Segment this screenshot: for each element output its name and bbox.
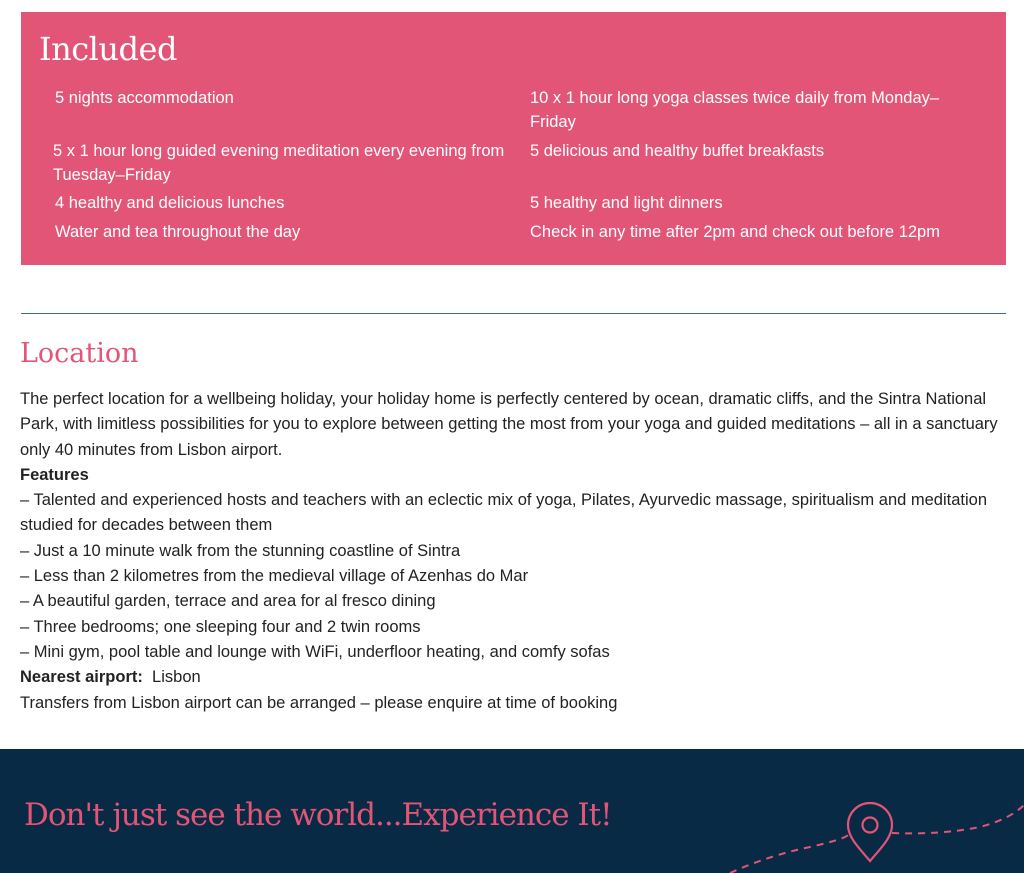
feature-item: – A beautiful garden, terrace and area for al fresco dining (20, 592, 436, 611)
transfers-note: Transfers from Lisbon airport can be arranged – please enquire at time of booking (20, 693, 618, 712)
included-item: Check in any time after 2pm and check out before 12pm (530, 223, 940, 241)
features-heading: Features (20, 465, 89, 484)
included-item: 5 delicious and healthy buffet breakfasts (530, 142, 825, 160)
feature-item: – Mini gym, pool table and lounge with WiFi, underfloor heating, and comfy sofas (20, 642, 610, 661)
included-item: 5 healthy and light dinners (530, 194, 723, 212)
airport-value: Lisbon (152, 668, 201, 687)
location-intro: The perfect location for a wellbeing holiday, your holiday home is perfectly centered by ocean, dramatic cliffs, and the Sintra National Park, with limitless possibilities for you to explore between getting the most from your yoga and guided meditations – all in a sanctuary only 40 minutes from Lisbon airport. (20, 390, 998, 459)
section-divider (21, 313, 1006, 314)
included-item: Water and tea throughout the day (55, 223, 301, 241)
included-section (21, 12, 1006, 265)
map-pin-icon (848, 803, 892, 861)
included-title: Included (39, 30, 177, 68)
feature-item: – Talented and experienced hosts and teachers with an eclectic mix of yoga, Pilates, Ayurvedic massage, spiritualism and meditation studied for decades between them (20, 491, 988, 535)
airport-label: Nearest airport: (20, 668, 143, 687)
location-body (20, 387, 1010, 716)
dashed-route-decoration (700, 789, 1024, 873)
nearest-airport (20, 665, 1010, 690)
included-item: 4 healthy and delicious lunches (55, 194, 285, 212)
included-item: 5 x 1 hour long guided evening meditation every evening from Tuesday–Friday (53, 142, 505, 184)
footer-banner (0, 749, 1024, 873)
feature-item: – Less than 2 kilometres from the medieval village of Azenhas do Mar (20, 567, 529, 586)
feature-item: – Three bedrooms; one sleeping four and 2 twin rooms (20, 617, 421, 636)
included-item: 5 nights accommodation (55, 89, 234, 107)
included-item: 10 x 1 hour long yoga classes twice daily from Monday–Friday (530, 89, 940, 131)
location-title: Location (20, 338, 139, 369)
feature-item: – Just a 10 minute walk from the stunning coastline of Sintra (20, 541, 461, 560)
footer-tagline: Don't just see the world...Experience It! (24, 797, 612, 833)
